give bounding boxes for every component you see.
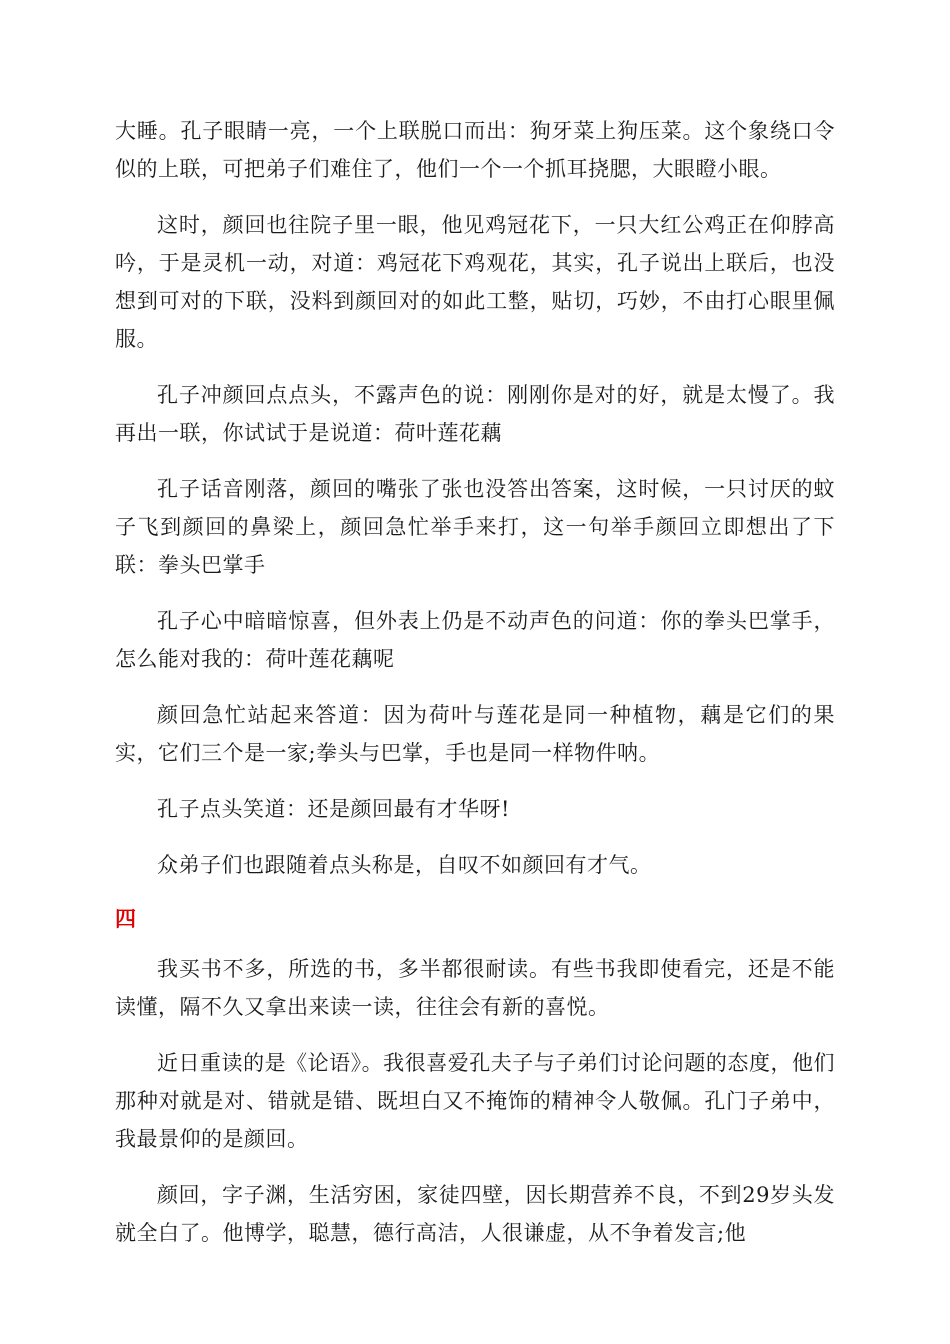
paragraph-10: 近日重读的是《论语》。我很喜爱孔夫子与子弟们讨论问题的态度，他们那种对就是对、错就是错、既坦白又不掩饰的精神令人敬佩。孔门子弟中，我最景仰的是颜回。 <box>115 1051 835 1151</box>
paragraph-6: 颜回急忙站起来答道：因为荷叶与莲花是同一种植物，藕是它们的果实，它们三个是一家;拳头与巴掌，手也是同一样物件呐。 <box>115 703 835 765</box>
paragraph-1: 大睡。孔子眼睛一亮，一个上联脱口而出：狗牙菜上狗压菜。这个象绕口令似的上联，可把弟子们难住了，他们一个一个抓耳挠腮，大眼瞪小眼。 <box>115 119 835 181</box>
paragraph-9: 我买书不多，所选的书，多半都很耐读。有些书我即使看完，还是不能读懂，隔不久又拿出来读一读，往往会有新的喜悦。 <box>115 957 835 1019</box>
paragraph-3: 孔子冲颜回点点头，不露声色的说：刚刚你是对的好，就是太慢了。我再出一联，你试试于是说道：荷叶莲花藕 <box>115 383 835 445</box>
section-heading: 四 <box>115 907 137 931</box>
paragraph-4: 孔子话音刚落，颜回的嘴张了张也没答出答案，这时候，一只讨厌的蚊子飞到颜回的鼻梁上，颜回急忙举手来打，这一句举手颜回立即想出了下联：拳头巴掌手 <box>115 477 835 577</box>
document-body <box>115 112 835 1270</box>
paragraph-8: 众弟子们也跟随着点头称是，自叹不如颜回有才气。 <box>157 853 652 877</box>
paragraph-2: 这时，颜回也往院子里一眼，他见鸡冠花下，一只大红公鸡正在仰脖高吟，于是灵机一动，对道：鸡冠花下鸡观花，其实，孔子说出上联后，也没想到可对的下联，没料到颜回对的如此工整，贴切，巧妙，不由打心眼里佩服。 <box>115 213 835 351</box>
paragraph-11: 颜回，字子渊，生活穷困，家徒四壁，因长期营养不良，不到29岁头发就全白了。他博学，聪慧，德行高洁，人很谦虚，从不争着发言;他 <box>115 1183 835 1245</box>
paragraph-5: 孔子心中暗暗惊喜，但外表上仍是不动声色的问道：你的拳头巴掌手，怎么能对我的：荷叶莲花藕呢 <box>115 609 835 671</box>
paragraph-7: 孔子点头笑道：还是颜回最有才华呀! <box>157 797 510 821</box>
